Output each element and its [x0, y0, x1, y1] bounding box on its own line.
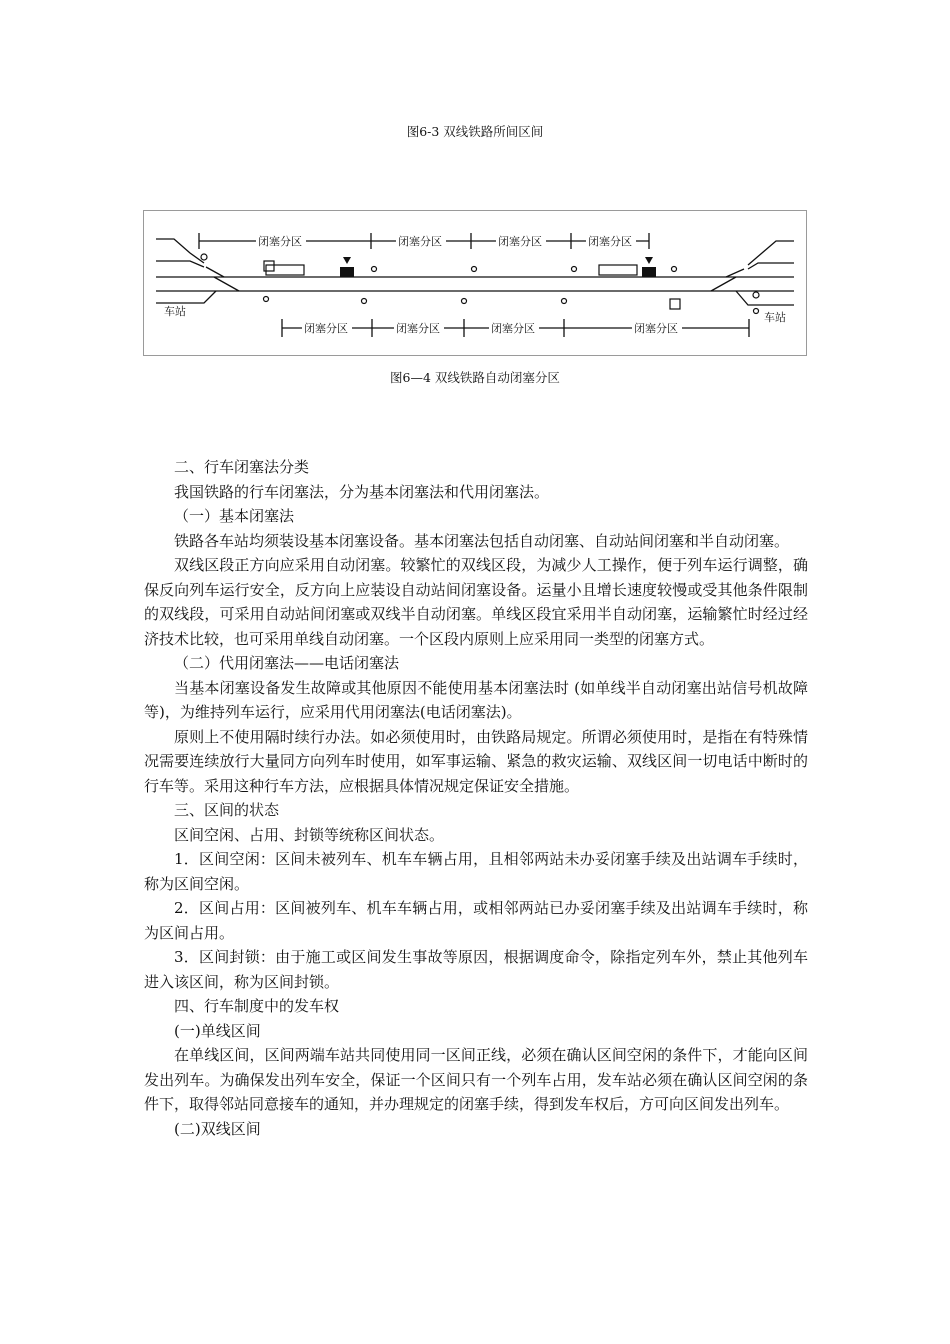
signal-box-right: [670, 299, 680, 309]
paragraph: 四、行车制度中的发车权: [174, 997, 340, 1015]
paragraph: 铁路各车站均须装设基本闭塞设备。基本闭塞法包括自动闭塞、自动站间闭塞和半自动闭塞。: [174, 531, 790, 550]
paragraph: (一)单线区间: [174, 1021, 261, 1040]
paragraph: 区间空闲、占用、封锁等统称区间状态。: [174, 825, 445, 844]
lower-section-label-4: 闭塞分区: [634, 322, 678, 335]
train-car-left-1: [266, 265, 304, 275]
railway-diagram-svg: [144, 211, 806, 355]
upper-section-label-1: 闭塞分区: [258, 235, 302, 248]
signal-lamp-icon: [572, 267, 577, 272]
signal-triangle-right-icon: [645, 257, 653, 264]
paragraph: 2．区间占用：区间被列车、机车车辆占用，或相邻两站已办妥闭塞手续及出站调车手续时，称为区间占用。: [144, 899, 808, 942]
paragraph: 三、区间的状态: [174, 801, 280, 819]
figure-caption-6-4: 图6—4 双线铁路自动闭塞分区: [390, 370, 560, 385]
paragraph: 原则上不使用隔时续行办法。如必须使用时，由铁路局规定。所谓必须使用时，是指在有特殊情况需要连续放行大量同方向列车时使用，如军事运输、紧急的救灾运输、双线区间一切电话中断时的行车等。采用这种行车方法，应根据具体情况规定保证安全措施。: [144, 727, 808, 795]
locomotive-right-icon: [642, 267, 656, 277]
paragraph: 当基本闭塞设备发生故障或其他原因不能使用基本闭塞法时 (如单线半自动闭塞出站信号机故障等)，为维持列车运行，应采用代用闭塞法(电话闭塞法)。: [144, 678, 808, 721]
signal-lamp-icon: [372, 267, 377, 272]
paragraph: 1．区间空闲：区间未被列车、机车车辆占用，且相邻两站未办妥闭塞手续及出站调车手续时，称为区间空闲。: [144, 850, 808, 893]
block-section-diagram: [143, 210, 807, 356]
paragraph: (二)双线区间: [174, 1119, 261, 1138]
paragraph: （二）代用闭塞法——电话闭塞法: [174, 654, 400, 672]
lower-section-label-2: 闭塞分区: [396, 322, 440, 335]
signal-triangle-left-icon: [343, 257, 351, 264]
signal-lamp-icon: [562, 299, 567, 304]
signal-lamp-icon: [201, 254, 207, 260]
train-car-right-1: [599, 265, 637, 275]
upper-section-label-2: 闭塞分区: [398, 235, 442, 248]
lower-section-label-1: 闭塞分区: [304, 322, 348, 335]
paragraph: 二、行车闭塞法分类: [174, 458, 310, 476]
signal-lamp-icon: [672, 267, 677, 272]
signal-lamp-icon: [462, 299, 467, 304]
body-text: [144, 455, 808, 1141]
signal-lamp-icon: [754, 309, 759, 314]
upper-section-label-3: 闭塞分区: [498, 235, 542, 248]
signal-lamp-icon: [362, 299, 367, 304]
signal-lamp-icon: [264, 297, 269, 302]
paragraph: 我国铁路的行车闭塞法，分为基本闭塞法和代用闭塞法。: [174, 482, 550, 501]
paragraph: 双线区段正方向应采用自动闭塞。较繁忙的双线区段，为减少人工操作，便于列车运行调整，确保反向列车运行安全，反方向上应装设自动站间闭塞设备。运量小且增长速度较慢或受其他条件限制的双线段，可采用自动站间闭塞或双线半自动闭塞。单线区段宜采用半自动闭塞，运输繁忙时经过经济技术比较，也可采用单线自动闭塞。一个区段内原则上应采用同一类型的闭塞方式。: [144, 556, 808, 648]
paragraph: （一）基本闭塞法: [174, 507, 295, 525]
upper-section-label-4: 闭塞分区: [588, 235, 632, 248]
paragraph: 在单线区间，区间两端车站共同使用同一区间正线，必须在确认区间空闲的条件下，才能向区间发出列车。为确保发出列车安全，保证一个区间只有一个列车占用，发车站必须在确认区间空闲的条件下，取得邻站同意接车的通知，并办理规定的闭塞手续，得到发车权后，方可向区间发出列车。: [144, 1046, 808, 1113]
signal-lamp-icon: [472, 267, 477, 272]
paragraph: 3．区间封锁：由于施工或区间发生事故等原因，根据调度命令，除指定列车外，禁止其他列车进入该区间，称为区间封锁。: [144, 948, 808, 991]
signal-lamp-icon: [753, 292, 759, 298]
left-station-label: 车站: [164, 305, 186, 318]
lower-section-label-3: 闭塞分区: [491, 322, 535, 335]
locomotive-left-icon: [340, 267, 354, 277]
figure-caption-6-3: 图6-3 双线铁路所间区间: [406, 124, 544, 139]
right-station-label: 车站: [764, 311, 786, 324]
